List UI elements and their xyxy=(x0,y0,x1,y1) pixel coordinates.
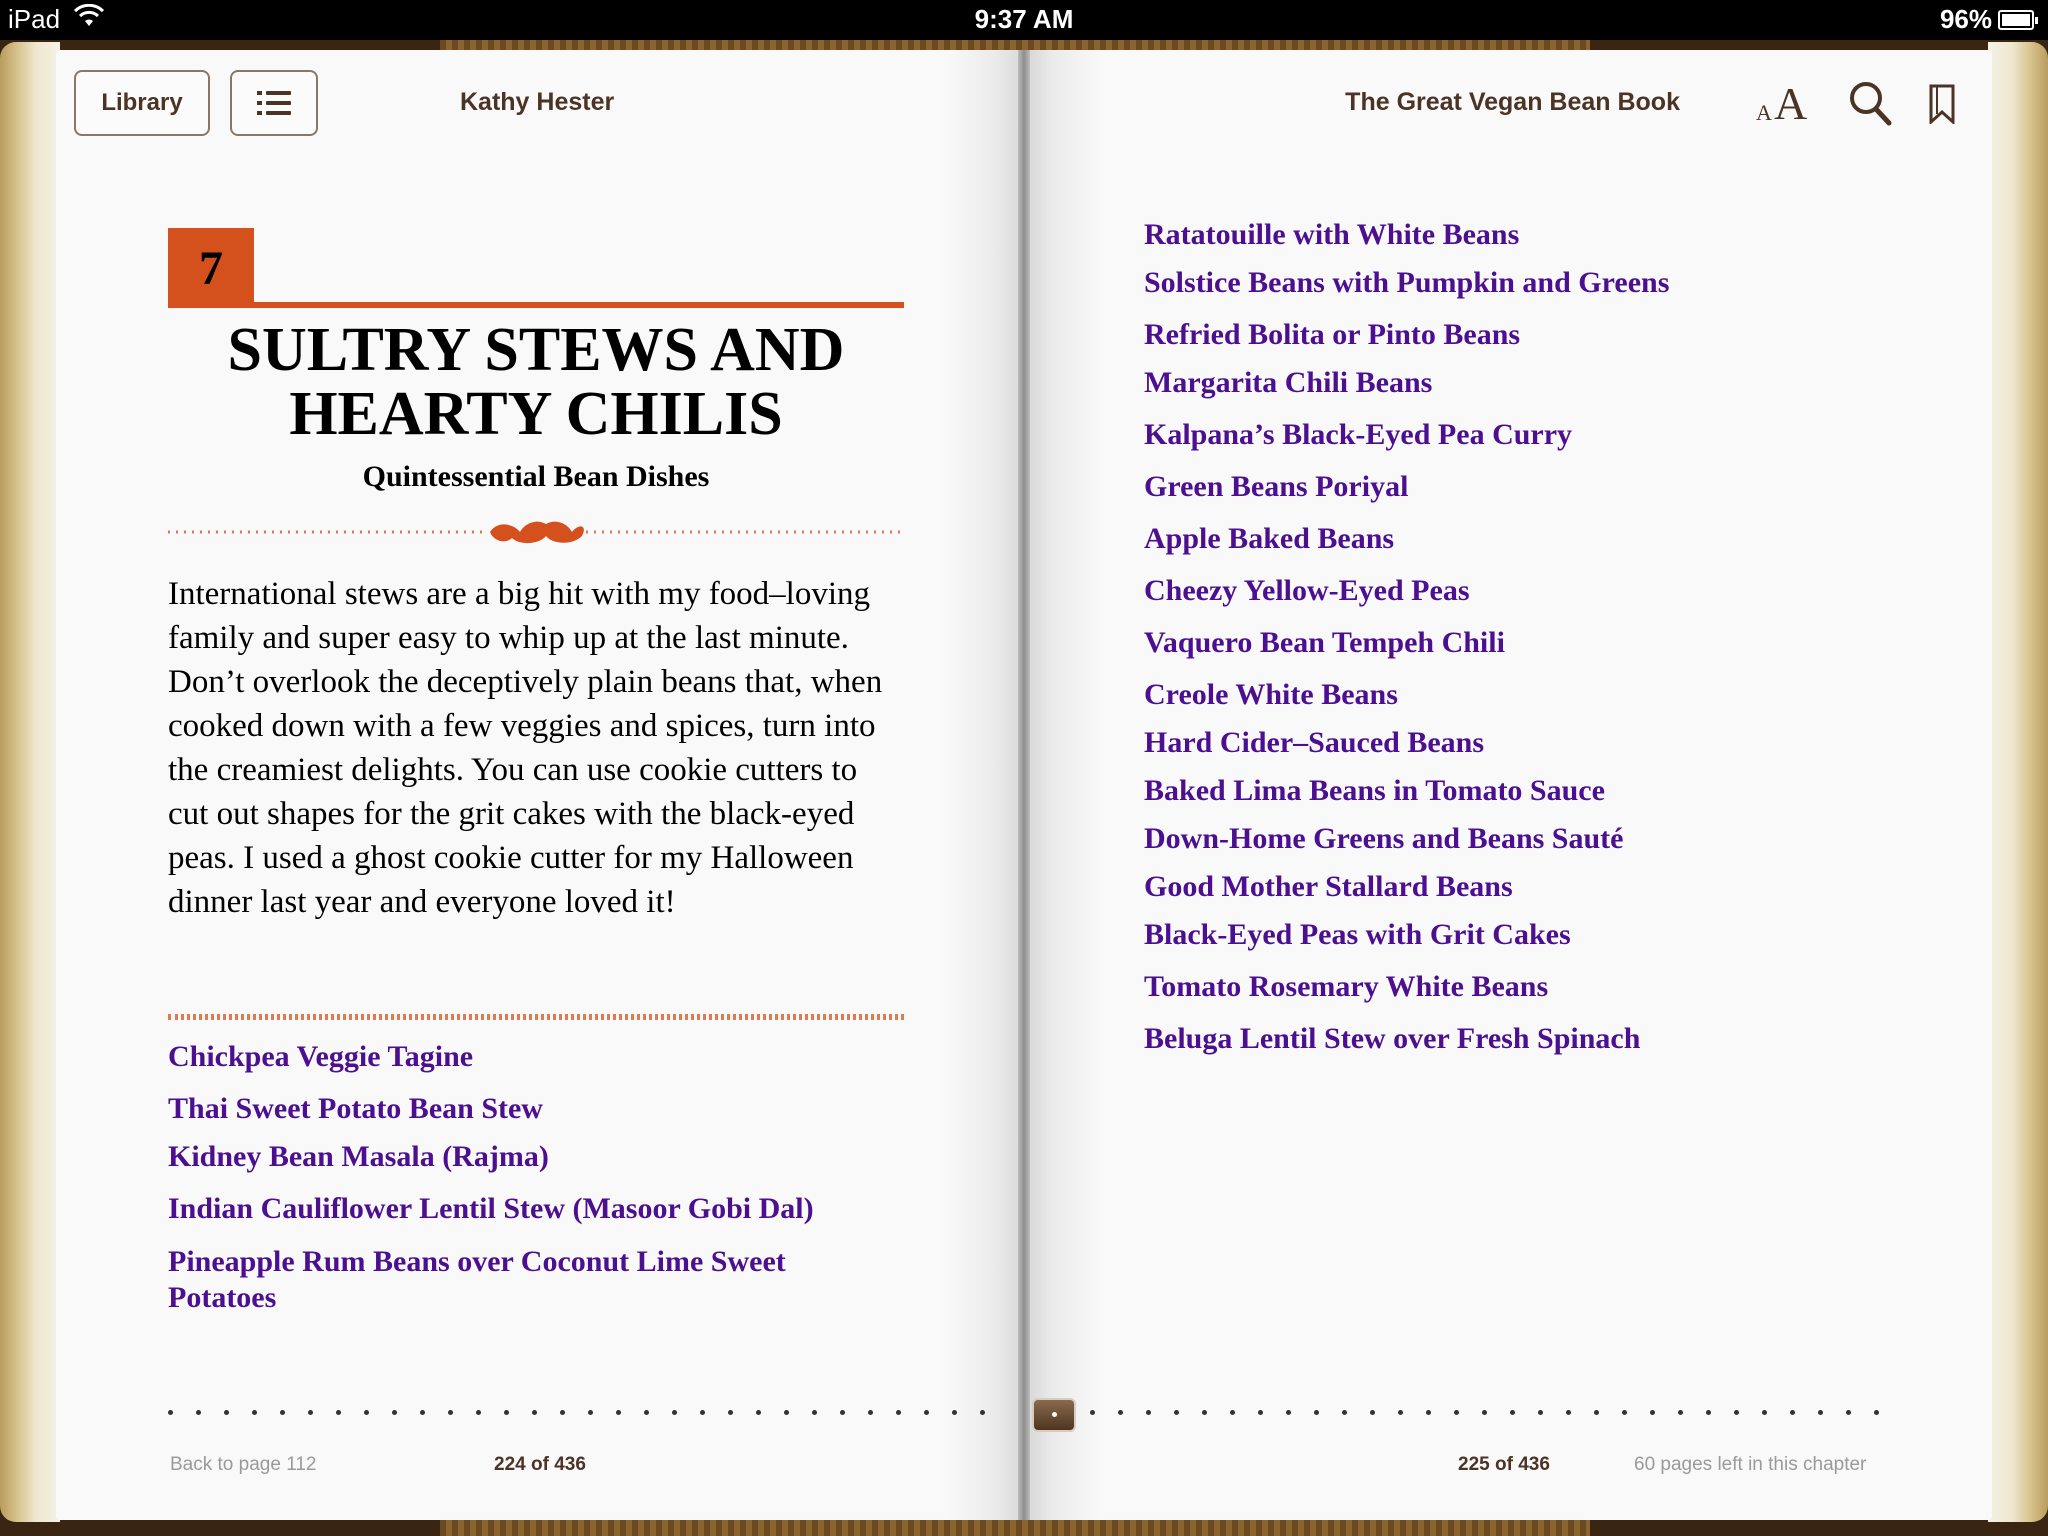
recipe-link[interactable]: Solstice Beans with Pumpkin and Greens xyxy=(1144,266,1670,299)
scrubber-dot xyxy=(168,1410,173,1415)
scrubber-dot xyxy=(560,1410,565,1415)
recipe-link[interactable]: Margarita Chili Beans xyxy=(1144,366,1433,399)
scrubber-dot xyxy=(728,1410,733,1415)
scrubber-dot xyxy=(364,1410,369,1415)
dotted-divider xyxy=(168,1014,904,1020)
scrubber-dot xyxy=(1594,1410,1599,1415)
scrubber-dot xyxy=(336,1410,341,1415)
scrubber-dot xyxy=(280,1410,285,1415)
recipe-link[interactable]: Beluga Lentil Stew over Fresh Spinach xyxy=(1144,1022,1641,1055)
recipe-link[interactable]: Refried Bolita or Pinto Beans xyxy=(1144,318,1521,351)
recipe-link[interactable]: Apple Baked Beans xyxy=(1144,522,1395,555)
scrubber-dot xyxy=(1734,1410,1739,1415)
carrier-label: iPad xyxy=(8,4,61,34)
list-icon xyxy=(257,91,291,115)
scrubber-dot xyxy=(1622,1410,1627,1415)
status-bar xyxy=(0,0,2048,40)
font-big-glyph: A xyxy=(1774,78,1808,129)
scrubber-dot xyxy=(476,1410,481,1415)
scrubber-dot xyxy=(1370,1410,1375,1415)
recipe-link[interactable]: Vaquero Bean Tempeh Chili xyxy=(1144,626,1505,659)
library-button[interactable]: Library xyxy=(74,70,210,136)
battery-icon xyxy=(1998,10,2034,30)
page-scrubber-thumb[interactable] xyxy=(1032,1398,1076,1432)
ornament-divider xyxy=(168,514,904,554)
recipe-link[interactable]: Baked Lima Beans in Tomato Sauce xyxy=(1144,774,1605,807)
clock: 9:37 AM xyxy=(974,4,1074,34)
scrubber-dot xyxy=(1090,1410,1095,1415)
scrubber-dot xyxy=(1286,1410,1291,1415)
scrubber-dot xyxy=(1454,1410,1459,1415)
book-spine xyxy=(1018,50,1030,1520)
bookmark-icon[interactable] xyxy=(1928,84,1956,124)
recipe-link[interactable]: Indian Cauliflower Lentil Stew (Masoor Gobi Dal) xyxy=(168,1192,814,1225)
chapter-title: SULTRY STEWS AND HEARTY CHILIS xyxy=(227,316,845,448)
author-name: Kathy Hester xyxy=(460,88,615,116)
scrubber-dot xyxy=(448,1410,453,1415)
scrubber-dot xyxy=(1510,1410,1515,1415)
scrubber-dot xyxy=(252,1410,257,1415)
recipe-link[interactable]: Pineapple Rum Beans over Coconut Lime Sweet Potatoes xyxy=(168,1245,786,1314)
scrubber-dot xyxy=(1398,1410,1403,1415)
scrubber-dot xyxy=(1482,1410,1487,1415)
recipe-link[interactable]: Tomato Rosemary White Beans xyxy=(1144,970,1549,1003)
scrubber-dot xyxy=(1118,1410,1123,1415)
recipe-link[interactable]: Kidney Bean Masala (Rajma) xyxy=(168,1140,549,1173)
scrubber-dot xyxy=(1762,1410,1767,1415)
scrubber-dot xyxy=(1678,1410,1683,1415)
recipe-link[interactable]: Black-Eyed Peas with Grit Cakes xyxy=(1144,918,1571,951)
scrubber-dot xyxy=(1258,1410,1263,1415)
scrubber-dot xyxy=(896,1410,901,1415)
recipe-link[interactable]: Chickpea Veggie Tagine xyxy=(168,1040,474,1073)
scrubber-dot xyxy=(504,1410,509,1415)
scrubber-dot xyxy=(588,1410,593,1415)
chapter-number: 7 xyxy=(168,228,254,308)
scrubber-dot xyxy=(644,1410,649,1415)
scrubber-dot xyxy=(224,1410,229,1415)
scrubber-dot xyxy=(1566,1410,1571,1415)
scrubber-dot xyxy=(1706,1410,1711,1415)
scrubber-dot xyxy=(700,1410,705,1415)
page-edges-right xyxy=(1988,42,2048,1522)
scrubber-dot xyxy=(812,1410,817,1415)
scrubber-dot xyxy=(784,1410,789,1415)
scrubber-dot xyxy=(1874,1410,1879,1415)
scrubber-dot xyxy=(868,1410,873,1415)
page-scrubber-left[interactable] xyxy=(168,1410,988,1416)
pages-left-in-chapter: 60 pages left in this chapter xyxy=(1634,1454,1867,1475)
scrubber-dot xyxy=(616,1410,621,1415)
scrubber-dot xyxy=(1202,1410,1207,1415)
scrubber-dot xyxy=(952,1410,957,1415)
scrubber-dot xyxy=(1342,1410,1347,1415)
page-edges-left xyxy=(0,42,60,1522)
chapter-subtitle: Quintessential Bean Dishes xyxy=(362,460,710,493)
scrubber-dot xyxy=(756,1410,761,1415)
chapter-intro: International stews are a big hit with my food–loving family and super easy to whip up at the last minute. Don’t overlook the deceptively plain beans that, when cooked down with a few veggies and spices, turn into the creamiest delights. You can use cookie cutters to cut out shapes for the grit cakes with the black-eyed peas. I used a ghost cookie cutter for my Halloween dinner last year and everyone loved it! xyxy=(168,576,883,920)
scrubber-dot xyxy=(980,1410,985,1415)
scrubber-dot xyxy=(1230,1410,1235,1415)
recipe-link[interactable]: Creole White Beans xyxy=(1144,678,1398,711)
scrubber-dot xyxy=(1790,1410,1795,1415)
table-of-contents-button[interactable] xyxy=(230,70,318,136)
page-scrubber-right[interactable] xyxy=(1090,1410,1890,1416)
back-to-page-link[interactable]: Back to page 112 xyxy=(170,1454,317,1475)
scrubber-dot xyxy=(1426,1410,1431,1415)
recipe-link[interactable]: Ratatouille with White Beans xyxy=(1144,218,1520,251)
search-icon[interactable] xyxy=(1848,80,1892,126)
scrubber-dot xyxy=(672,1410,677,1415)
scrubber-dot xyxy=(532,1410,537,1415)
recipe-link[interactable]: Good Mother Stallard Beans xyxy=(1144,870,1513,903)
recipe-link[interactable]: Cheezy Yellow-Eyed Peas xyxy=(1144,574,1470,607)
scrubber-dot xyxy=(1314,1410,1319,1415)
scrubber-dot xyxy=(840,1410,845,1415)
recipe-link[interactable]: Hard Cider–Sauced Beans xyxy=(1144,726,1485,759)
scrubber-dot xyxy=(308,1410,313,1415)
scrubber-dot xyxy=(420,1410,425,1415)
battery-percent: 96% xyxy=(1939,4,1992,34)
font-small-glyph: A xyxy=(1756,100,1772,125)
scrubber-dot xyxy=(1846,1410,1851,1415)
font-size-icon[interactable] xyxy=(1752,78,1814,130)
scrubber-dot xyxy=(1818,1410,1823,1415)
recipe-link[interactable]: Kalpana’s Black-Eyed Pea Curry xyxy=(1144,418,1573,451)
scrubber-dot xyxy=(1650,1410,1655,1415)
recipe-link[interactable]: Green Beans Poriyal xyxy=(1144,470,1409,503)
scrubber-dot xyxy=(1538,1410,1543,1415)
scrubber-dot xyxy=(196,1410,201,1415)
recipe-link[interactable]: Down-Home Greens and Beans Sauté xyxy=(1144,822,1624,855)
left-page-number: 224 of 436 xyxy=(494,1454,586,1475)
scrubber-dot xyxy=(1174,1410,1179,1415)
right-page-number: 225 of 436 xyxy=(1458,1454,1550,1475)
book-title: The Great Vegan Bean Book xyxy=(1345,88,1680,116)
scrubber-dot xyxy=(1146,1410,1151,1415)
scrubber-dot xyxy=(392,1410,397,1415)
chapter-rule xyxy=(254,302,904,308)
scrubber-dot xyxy=(924,1410,929,1415)
recipe-link[interactable]: Thai Sweet Potato Bean Stew xyxy=(168,1092,543,1125)
